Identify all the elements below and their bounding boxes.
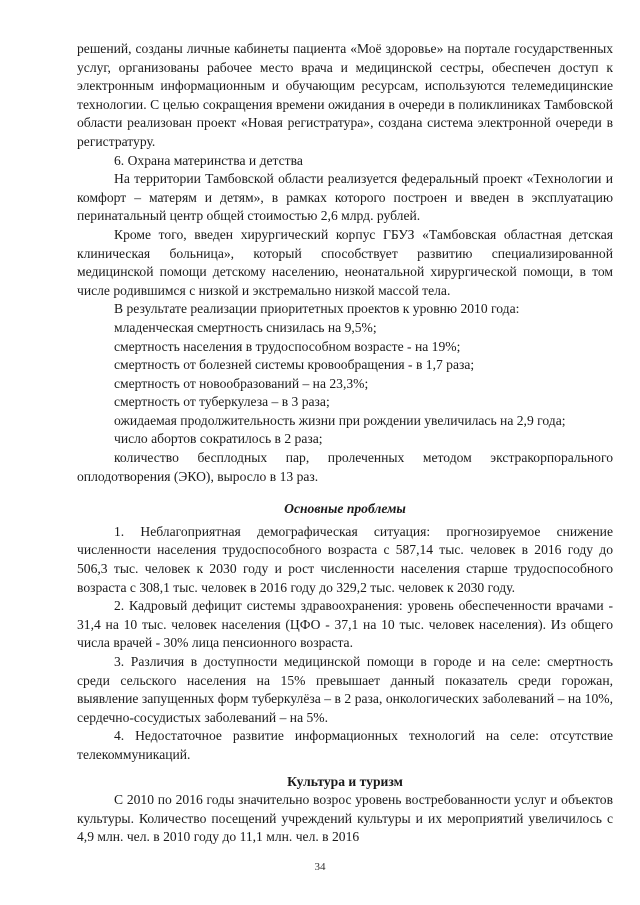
paragraph: решений, созданы личные кабинеты пациента «Моё здоровье» на портале государственных услуг, организованы рабочее место врача и медицинской сестры, обеспечен доступ к электронным информационным и обучающим ресурсам, используются телемедицинские технологии. С целью сокращения времени ожидания в очереди в поликлиниках Тамбовской области реализован проект «Новая регистратура», создана система электронной очереди в регистратуру. [77, 41, 613, 149]
paragraph: На территории Тамбовской области реализуется федеральный проект «Технологии и комфорт – матерям и детям», в рамках которого построен и введен в эксплуатацию перинатальный центр общей стоимостью 2,6 млрд. рублей. [77, 171, 613, 224]
heading-culture-tourism: Культура и туризм [287, 773, 403, 789]
list-item: число абортов сократилось в 2 раза; [114, 431, 323, 447]
list-item: смертность от новообразований – на 23,3%; [114, 375, 369, 391]
paragraph: С 2010 по 2016 годы значительно возрос уровень востребованности услуг и объектов культуры. Количество посещений учреждений культуры и их мероприятий увеличилось с 4,9 млн. чел. в 2010 году до 11,1 млн. чел. в 2016 [77, 792, 613, 845]
list-item: количество бесплодных пар, пролеченных методом экстракорпорального оплодотворения (ЭКО), выросло в 13 раз. [77, 450, 613, 484]
problem-item: 3. Различия в доступности медицинской помощи в городе и на селе: смертность среди сельского населения на 15% превышает данный показатель среди горожан, выявление запущенных форм туберкулёза – в 2 раза, онкологических заболеваний – на 10%, сердечно-сосудистых заболеваний – на 5%. [77, 654, 613, 725]
list-item: ожидаемая продолжительность жизни при рождении увеличилась на 2,9 года; [114, 412, 566, 428]
page-body [77, 40, 613, 847]
problem-item: 1. Неблагоприятная демографическая ситуация: прогнозируемое снижение численности населения трудоспособного возраста с 587,14 тыс. человек в 2016 году до 506,3 тыс. человек к 2030 году и рост численности населения старше трудоспособного возраста с 308,1 тыс. человек в 2016 году до 329,2 тыс. человек к 2030 году. [77, 523, 613, 595]
problem-item: 2. Кадровый дефицит системы здравоохранения: уровень обеспеченности врачами - 31,4 на 10 тыс. человек населения (ЦФО - 37,1 на 10 тыс. человек населения). Из общего числа врачей - 30% лица пенсионного возраста. [77, 598, 613, 651]
problem-item: 4. Недостаточное развитие информационных технологий на селе: отсутствие телекоммуникаций. [77, 728, 613, 762]
section-title-maternity: 6. Охрана материнства и детства [114, 152, 303, 168]
list-item: младенческая смертность снизилась на 9,5%; [114, 319, 377, 335]
heading-main-problems: Основные проблемы [284, 501, 406, 517]
paragraph: Кроме того, введен хирургический корпус ГБУЗ «Тамбовская областная детская клиническая больница», который способствует развитию специализированной медицинской помощи детскому населению, неонатальной хирургической помощи, в том числе родившимся с низкой и экстремально низкой массой тела. [77, 226, 613, 298]
page-number: 34 [314, 861, 326, 873]
list-item: смертность от болезней системы кровообращения - в 1,7 раза; [114, 357, 475, 373]
list-item: смертность от туберкулеза – в 3 раза; [114, 394, 330, 410]
paragraph: В результате реализации приоритетных проектов к уровню 2010 года: [114, 301, 520, 317]
list-item: смертность населения в трудоспособном возрасте - на 19%; [114, 338, 461, 354]
